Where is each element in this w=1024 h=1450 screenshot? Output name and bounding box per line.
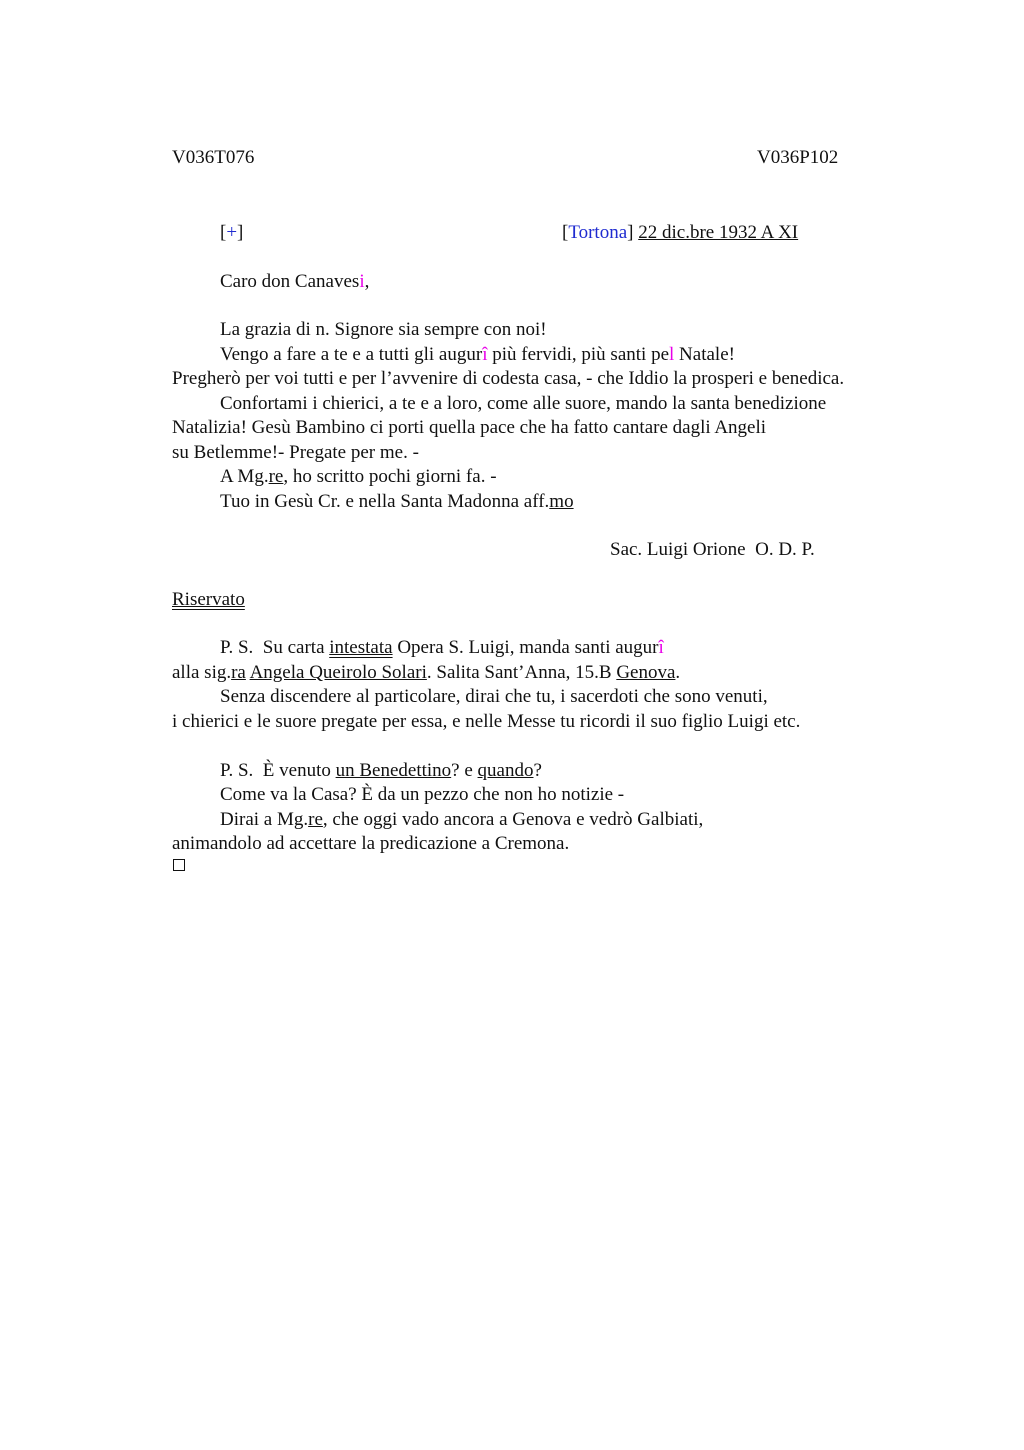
ps1-line-2: alla sig.ra Angela Queirolo Solari. Salita Sant’Anna, 15.B Genova. [172, 662, 681, 683]
ps2-line-1: P. S. È venuto un Benedettino? e quando? [220, 760, 542, 781]
cross-marker: [+] [220, 222, 244, 243]
body-line-3: Pregherò per voi tutti e per l’avvenire di codesta casa, - che Iddio la prosperi e benedica. [172, 368, 845, 389]
body-line-6: su Betlemme!- Pregate per me. - [172, 442, 419, 463]
place-name: Tortona [568, 222, 628, 243]
document-code-right: V036P102 [757, 147, 839, 168]
place-date: [Tortona] 22 dic.bre 1932 A XI [562, 222, 799, 243]
end-box-icon [173, 859, 185, 871]
signature: Sac. Luigi Orione O. D. P. [610, 539, 815, 560]
ps1-line-4: i chierici e le suore pregate per essa, e nelle Messe tu ricordi il suo figlio Luigi etc. [172, 711, 801, 732]
reserved-label: Riservato [172, 589, 245, 610]
ps2-line-4: animandolo ad accettare la predicazione a Cremona. [172, 833, 570, 854]
ps1-line-3: Senza discendere al particolare, dirai che tu, i sacerdoti che sono venuti, [220, 686, 768, 707]
ps1-line-1: P. S. Su carta intestata Opera S. Luigi, manda santi augurî [220, 637, 664, 658]
body-line-7: A Mg.re, ho scritto pochi giorni fa. - [220, 466, 497, 487]
body-line-8: Tuo in Gesù Cr. e nella Santa Madonna aff.mo [220, 491, 574, 512]
cross-symbol: + [226, 222, 238, 243]
body-line-4: Confortami i chierici, a te e a loro, come alle suore, mando la santa benedizione [220, 393, 827, 414]
salutation: Caro don Canavesi, [220, 271, 370, 292]
body-line-2: Vengo a fare a te e a tutti gli augurî più fervidi, più santi pel Natale! [220, 344, 735, 365]
document-code-left: V036T076 [172, 147, 255, 168]
body-line-1: La grazia di n. Signore sia sempre con noi! [220, 319, 547, 340]
body-line-5: Natalizia! Gesù Bambino ci porti quella pace che ha fatto cantare dagli Angeli [172, 417, 767, 438]
ps2-line-2: Come va la Casa? È da un pezzo che non ho notizie - [220, 784, 625, 805]
ps2-line-3: Dirai a Mg.re, che oggi vado ancora a Genova e vedrò Galbiati, [220, 809, 704, 830]
letter-date: 22 dic.bre 1932 A XI [638, 222, 799, 243]
